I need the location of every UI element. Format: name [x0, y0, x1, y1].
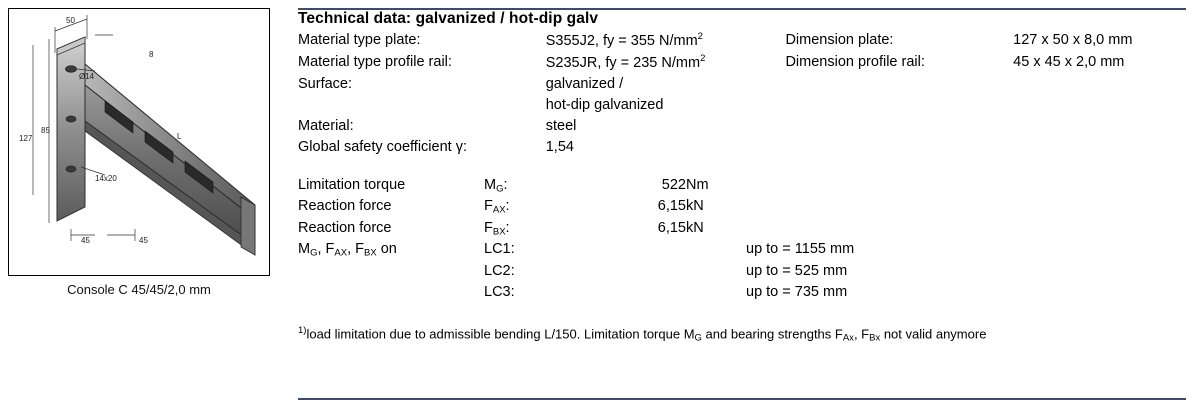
load-symbol: [484, 175, 570, 196]
spec-value: 1,54: [545, 138, 574, 155]
spec-label-2: [785, 137, 1013, 158]
spec-label-safety-pre: Global safety coefficient: [298, 138, 456, 155]
load-note: up to = 735 mm: [746, 283, 848, 300]
footnote-sub-ax: Ax: [842, 332, 854, 344]
load-value: [570, 239, 686, 260]
table-row: [298, 52, 1183, 74]
footnote-part-3: , F: [853, 325, 870, 341]
table-row: [298, 137, 1183, 158]
table-row: [298, 30, 1183, 52]
spec-value-text: S235JR, fy = 235 N/mm: [545, 54, 701, 71]
table-row: [298, 74, 1183, 95]
load-symbol-main: M: [484, 176, 497, 193]
load-description: [298, 261, 484, 282]
load-case-name: LC3: [484, 283, 511, 300]
divider-bottom: [298, 398, 1186, 400]
load-values-table: [298, 175, 922, 303]
load-symbol-main: F: [484, 198, 493, 215]
load-case-post: :: [510, 262, 515, 279]
load-unit: Nm: [686, 176, 709, 193]
spec-value-2: [1013, 116, 1183, 137]
spec-value-2: 45 x 45 x 2,0 mm: [1013, 53, 1125, 70]
load-case-symbol: [484, 261, 570, 282]
load-note: [746, 196, 922, 217]
load-case-name: LC1: [484, 241, 511, 258]
load-symbol: [484, 218, 570, 239]
load-case-description: $M_G$, $F_{AX}$, $F_{BX}$ on: [298, 241, 397, 259]
load-case-symbol: [484, 239, 570, 260]
load-unit: kN: [686, 198, 704, 215]
load-symbol-post: :: [505, 198, 510, 215]
figure-caption: Console C 45/45/2,0 mm: [67, 282, 211, 297]
sub-ax: AX: [334, 247, 348, 259]
spec-value-superscript: 2: [697, 31, 703, 42]
load-description: Reaction force: [298, 219, 392, 236]
table-row: [298, 95, 1183, 116]
load-value: [570, 282, 686, 303]
spec-label: [298, 95, 546, 116]
load-description: Limitation torque: [298, 176, 406, 193]
spec-value-superscript: 2: [700, 52, 706, 64]
footnote: [298, 325, 1183, 346]
load-symbol-sub: G: [496, 183, 504, 195]
spec-label-2: [785, 116, 1013, 137]
dim-length-mark: L: [177, 132, 182, 141]
load-case-post: :: [510, 241, 515, 258]
load-value: [570, 261, 686, 282]
spec-label: Material type profile rail:: [298, 53, 452, 70]
table-row: [298, 239, 922, 260]
footnote-marker: 1): [298, 324, 307, 336]
spec-value-2: [1013, 137, 1183, 158]
spec-value: hot-dip galvanized: [545, 96, 664, 113]
load-unit: [686, 261, 746, 282]
spec-label: Surface:: [298, 75, 352, 92]
spec-value: [546, 52, 786, 74]
table-row: [298, 175, 922, 196]
dim-left-inner: 85: [41, 126, 50, 135]
dim-hole-diameter: Ø14: [79, 72, 95, 81]
footnote-sub-bx: Bx: [869, 332, 881, 344]
load-value: 6,15: [657, 198, 686, 215]
spec-value-2: 127 x 50 x 8,0 mm: [1013, 32, 1133, 48]
page-title: Technical data: galvanized / hot-dip galv: [298, 10, 599, 27]
sub-g: G: [310, 247, 318, 259]
load-note: up to = 1155 mm: [746, 241, 855, 258]
footnote-part-2: and bearing strengths F: [701, 325, 843, 341]
spec-value: steel: [545, 117, 577, 134]
load-unit: [686, 282, 746, 303]
table-row: [298, 261, 922, 282]
footnote-part-1: load limitation due to admissible bending L/150. Limitation torque M: [306, 325, 695, 341]
dim-bottom-right: 45: [139, 236, 148, 245]
load-case-post: :: [510, 283, 515, 300]
spec-value-2: [1013, 95, 1183, 116]
load-description: Reaction force: [298, 198, 392, 215]
load-case-name: LC2: [484, 262, 511, 279]
spec-label-2: Dimension plate:: [785, 32, 894, 48]
load-symbol-post: :: [503, 176, 508, 193]
dim-top-right: 8: [149, 50, 154, 59]
spec-value: galvanized /: [545, 75, 624, 92]
load-symbol-main: F: [484, 219, 493, 236]
spec-label-2: Dimension profile rail:: [785, 53, 925, 70]
load-symbol-sub: AX: [492, 204, 506, 216]
specification-table: [298, 30, 1183, 158]
table-row: [298, 282, 922, 303]
load-note: up to = 525 mm: [746, 262, 848, 279]
load-unit: [686, 239, 746, 260]
spec-value: [546, 30, 786, 52]
technical-data-section: [298, 10, 1183, 345]
spec-label: Material type plate:: [298, 32, 421, 48]
dim-slot: 14x20: [95, 174, 117, 183]
load-unit: kN: [686, 219, 704, 236]
footnote-sub-g: G: [694, 332, 702, 344]
load-note: [746, 218, 922, 239]
dim-bottom-left: 45: [81, 236, 90, 245]
spec-value-text: S355J2, fy = 355 N/mm: [545, 32, 698, 49]
load-value: 522: [661, 176, 686, 193]
load-value: 6,15: [657, 219, 686, 236]
load-note: [746, 175, 922, 196]
load-description: [298, 282, 484, 303]
spec-label-2: [785, 74, 1013, 95]
dim-left-outer: 127: [19, 134, 33, 143]
footnote-part-4: not valid anymore: [880, 325, 987, 341]
console-bracket-drawing: [9, 9, 270, 276]
spec-label-safety: [298, 137, 546, 158]
table-row: [298, 196, 922, 217]
spec-label-2: [785, 95, 1013, 116]
spec-label-safety-post: :: [462, 138, 467, 155]
sub-bx: BX: [364, 247, 377, 259]
table-row: [298, 218, 922, 239]
load-symbol: [484, 196, 570, 217]
load-symbol-post: :: [505, 219, 510, 236]
product-figure-panel: [8, 8, 270, 276]
spec-label: Material:: [298, 117, 354, 134]
gamma-symbol: γ: [455, 138, 463, 155]
spec-value-2: [1013, 74, 1183, 95]
dim-top-left: 50: [66, 16, 75, 25]
table-row: [298, 116, 1183, 137]
load-case-symbol: [484, 282, 570, 303]
load-symbol-sub: BX: [492, 226, 506, 237]
